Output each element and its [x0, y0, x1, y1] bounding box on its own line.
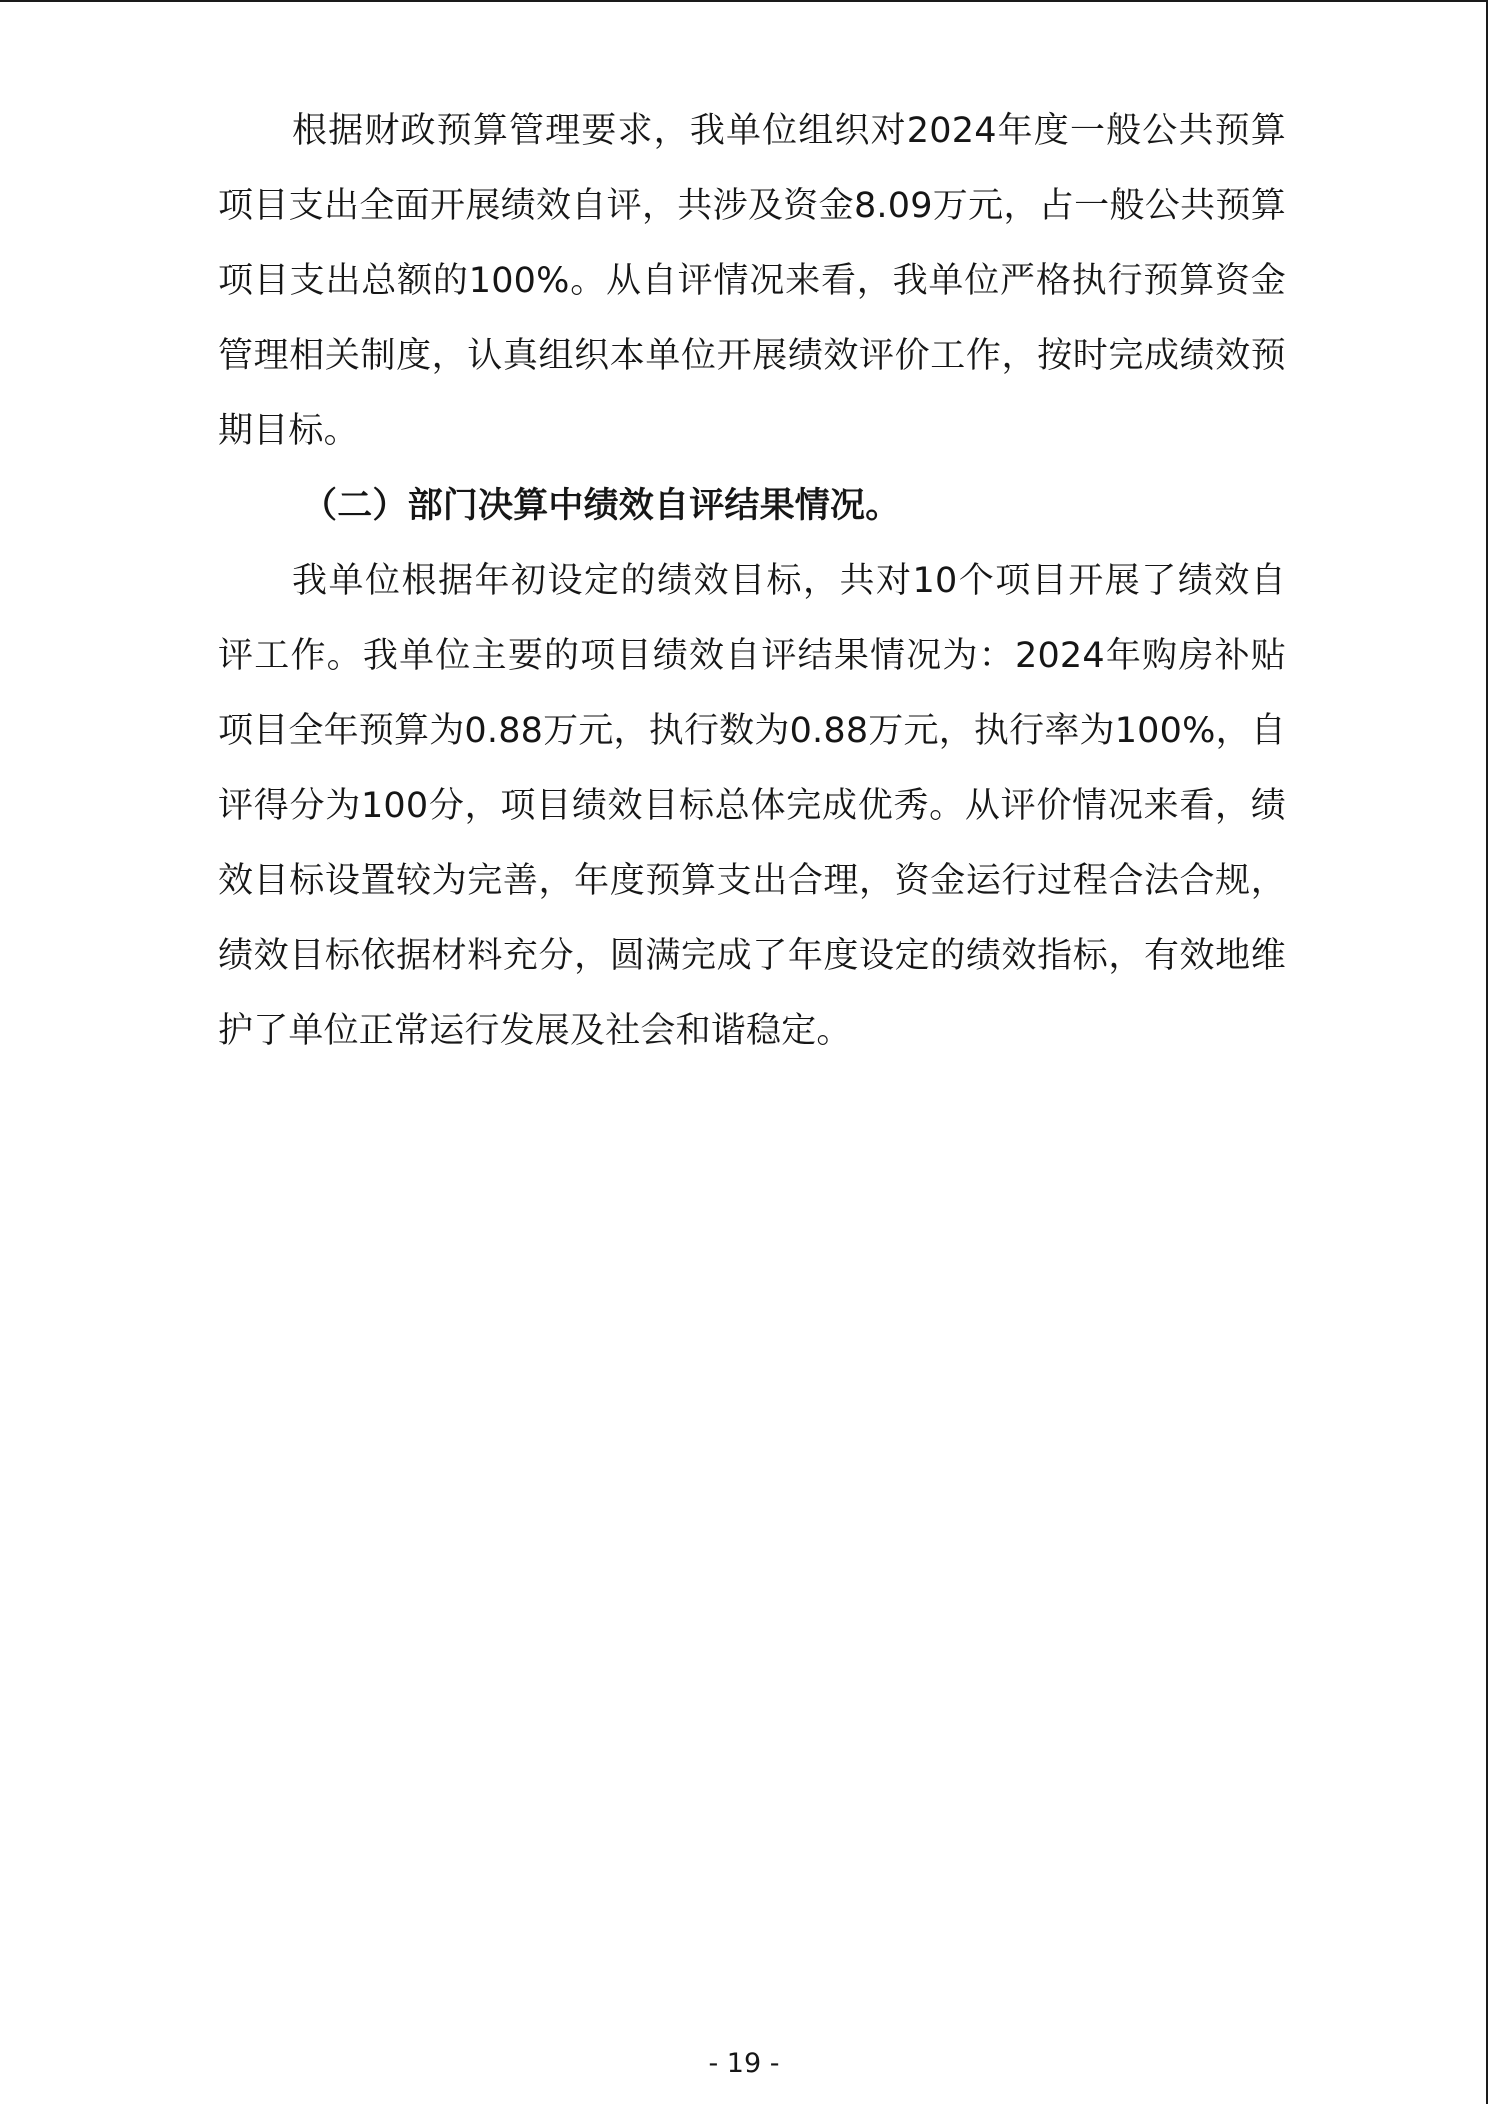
page-number: - 19 - [708, 2048, 780, 2079]
body-paragraph-2: 我单位根据年初设定的绩效目标，共对10个项目开展了绩效自评工作。我单位主要的项目绩效自评结果情况为：2024年购房补贴项目全年预算为0.88万元，执行数为0.88万元，执行率为100%，自评得分为100分，项目绩效目标总体完成优秀。从评价情况来看，绩效目标设置较为完善，年度预算支出合理，资金运行过程合法合规，绩效目标依据材料充分，圆满完成了年度设定的绩效指标，有效地维护了单位正常运行发展及社会和谐稳定。 [218, 561, 1286, 1051]
page-content [218, 94, 1286, 1069]
section-heading: （二）部门决算中绩效自评结果情况。 [302, 486, 901, 526]
body-paragraph-1: 根据财政预算管理要求，我单位组织对2024年度一般公共预算项目支出全面开展绩效自评，共涉及资金8.09万元，占一般公共预算项目支出总额的100%。从自评情况来看，我单位严格执行预算资金管理相关制度，认真组织本单位开展绩效评价工作，按时完成绩效预期目标。 [218, 111, 1286, 451]
